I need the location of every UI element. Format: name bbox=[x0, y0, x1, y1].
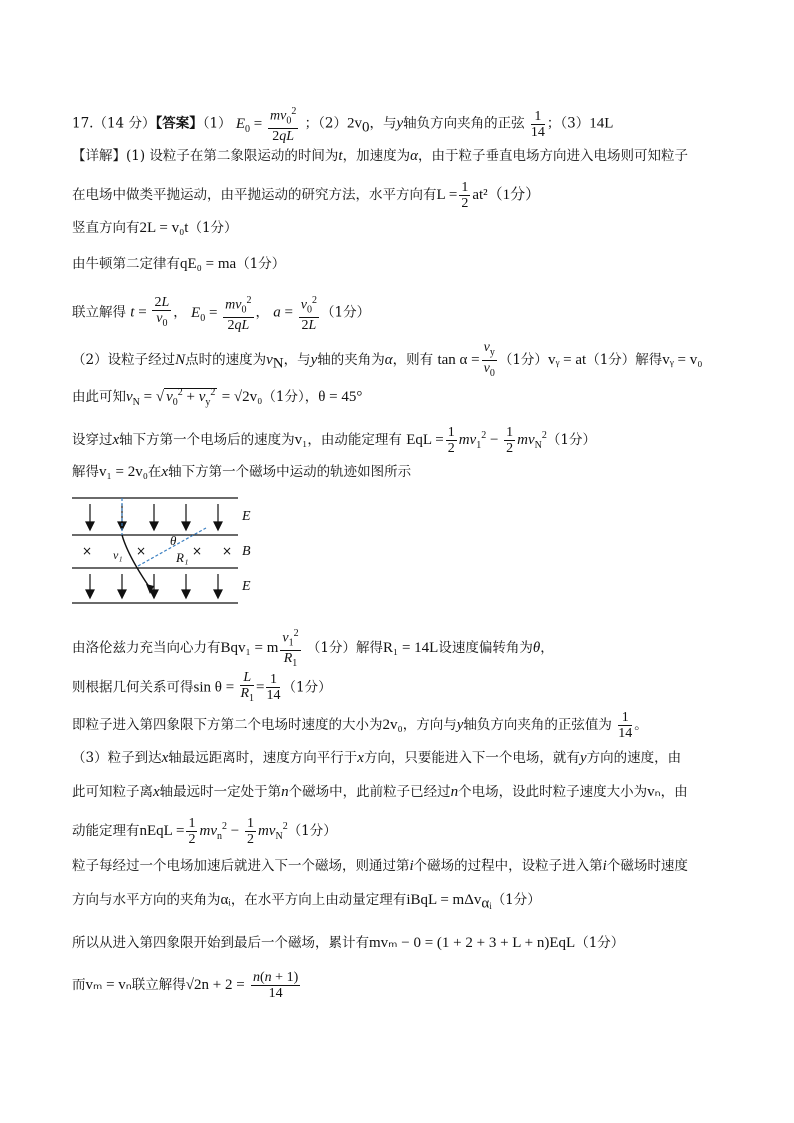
label-E-bottom: E bbox=[242, 579, 251, 594]
field-arrow bbox=[118, 574, 126, 598]
field-diagram bbox=[70, 490, 270, 608]
field-arrow bbox=[86, 504, 94, 530]
label-E-top: E bbox=[242, 509, 251, 524]
cross-mark: × bbox=[136, 544, 147, 558]
field-arrow bbox=[86, 574, 94, 598]
field-arrow bbox=[118, 504, 126, 530]
label-R1: R₁ bbox=[176, 550, 189, 565]
answer-line: 17.（14 分）【答案】（1） $E_0$ = $\frac{mv_0^2}{2qL}$ ；$(2)2v_0$，与y轴负方向夹角的正弦 $\frac{1}{14}$ ；（3）14L bbox=[72, 106, 614, 145]
geometry-line: 则根据几何关系可得sin θ = $\frac{L}{R_1}$ = $\frac{1}{14}$ （1分） bbox=[72, 670, 332, 704]
energy-n-line: 动能定理有nEqL = $\frac{1}{2}$ $mv_n^2$ − $\frac{1}{2}$ $mv_N^2(1$分） bbox=[72, 816, 337, 847]
final-line: 而vₘ = vₙ联立解得√2n + 2 = $\frac{n(n + 1)}{14}$ bbox=[72, 970, 299, 1001]
part2-line: （2）设粒子经过N点时的速度为$v_N$，与y轴的夹角为α，则有 tan α = $\frac{v_y}{v_0}$ （1分）vᵧ = at（1分）解得vᵧ = v₀ bbox=[72, 340, 703, 379]
cross-mark: × bbox=[192, 544, 203, 558]
trajectory-line: 解得v₁ = 2v₀在x轴下方第一个磁场中运动的轨迹如图所示 bbox=[72, 464, 412, 480]
field-arrow bbox=[214, 504, 222, 530]
newton-eq-line: 由牛顿第二定律有qE₀ = ma（1分） bbox=[72, 256, 286, 272]
label-B: B bbox=[242, 544, 251, 559]
field-arrow bbox=[214, 574, 222, 598]
solution-intro: 【详解】(1) 设粒子在第二象限运动的时间为t，加速度为α，由于粒子垂直电场方向进入电场则可知粒子 bbox=[72, 148, 688, 164]
solve-line: 联立解得 t = $\frac{2L}{v_0}$ ， $E_0$ = $\frac{mv_0^2}{2qL}$ ， a = $\frac{v_0^2}{2L}$ （1分） bbox=[72, 295, 371, 334]
energy-line: 设穿过x轴下方第一个电场后的速度为v₁，由动能定理有 EqL = $\frac{1}{2}$ $mv_1^2$ − $\frac{1}{2}$ $mv_N^2(1$分） bbox=[72, 425, 596, 456]
field-arrow bbox=[182, 504, 190, 530]
trajectory-curve bbox=[122, 535, 150, 588]
label-v1: v₁ bbox=[113, 548, 123, 562]
vertical-eq-line: 竖直方向有2L = v₀t（1分） bbox=[72, 220, 238, 236]
momentum-line: 方向与水平方向的夹角为αᵢ，在水平方向上由动量定理有iBqL = mΔv$_{\alpha ᵢ}$（1分） bbox=[72, 892, 541, 912]
part3-line-2: 此可知粒子离x轴最远时一定处于第n个磁场中，此前粒子已经过n个电场，设此时粒子速度大小为vₙ，由 bbox=[72, 784, 688, 800]
horizontal-eq-line: 在电场中做类平抛运动，由平抛运动的研究方法，水平方向有L = $\frac{1}{2}$ at²（1分） bbox=[72, 180, 541, 211]
conclusion2-line: 即粒子进入第四象限下方第二个电场时速度的大小为2v₀，方向与y轴负方向夹角的正弦值为 $\frac{1}{14}$ 。 bbox=[72, 710, 648, 741]
velocity-line: 由此可知$v_N$ = √ $v_0^2 + v_y^2 = √2v_0(1$分），θ = 45° bbox=[72, 387, 363, 408]
field-arrow bbox=[182, 574, 190, 598]
part3-line: （3）粒子到达x轴最远距离时，速度方向平行于x方向，只要能进入下一个电场，就有y方向的速度，由 bbox=[72, 750, 682, 766]
label-theta: θ bbox=[170, 533, 177, 548]
cross-mark: × bbox=[222, 544, 233, 558]
lorentz-line: 由洛伦兹力充当向心力有Bqv₁ = m $\frac{v_1^2}{R_1}$ （1分）解得R₁ = 14L设速度偏转角为θ， bbox=[72, 628, 554, 670]
field-arrow bbox=[150, 504, 158, 530]
cross-mark: × bbox=[82, 544, 93, 558]
momentum-intro-line: 粒子每经过一个电场加速后就进入下一个磁场，则通过第i个磁场的过程中，设粒子进入第i个磁场时速度 bbox=[72, 858, 688, 874]
sum-line: 所以从进入第四象限开始到最后一个磁场，累计有mvₘ − 0 = (1 + 2 + 3 + L + n)EqL（1分） bbox=[72, 935, 625, 951]
